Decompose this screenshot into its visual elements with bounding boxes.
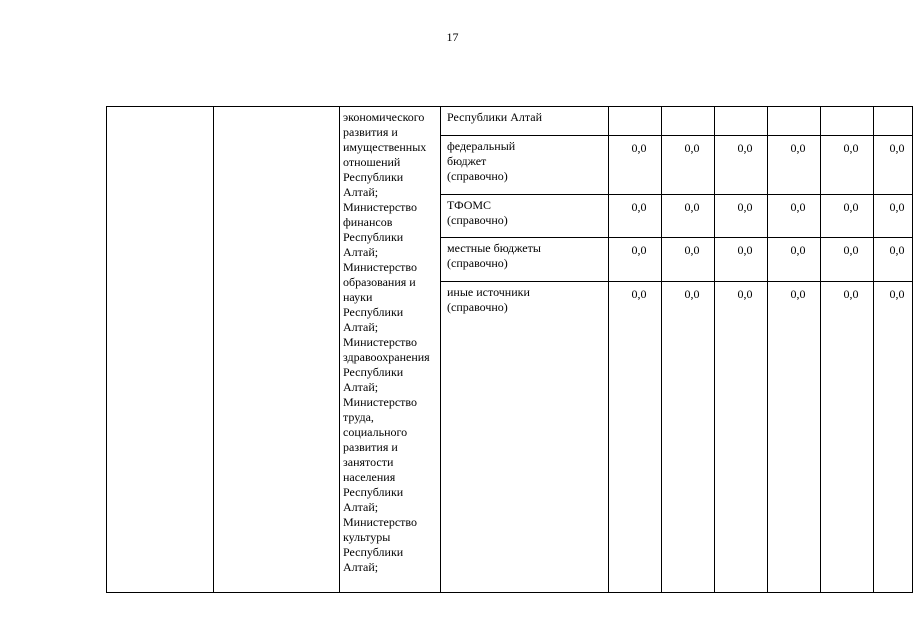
responsible-line: имущественных bbox=[343, 140, 427, 154]
funding-source-line: федеральный bbox=[447, 139, 516, 153]
responsible-line: социального bbox=[343, 425, 408, 439]
responsible-line: развития и bbox=[343, 125, 398, 139]
value-text: 0,0 bbox=[843, 141, 859, 155]
funding-table bbox=[106, 106, 913, 593]
value-text: 0,0 bbox=[631, 141, 647, 155]
responsible-line: финансов bbox=[343, 215, 393, 229]
responsible-line: науки bbox=[343, 290, 373, 304]
value-cell bbox=[874, 238, 913, 282]
value-text: 0,0 bbox=[843, 200, 859, 214]
funding-source-cell bbox=[441, 282, 609, 593]
funding-source-cell bbox=[441, 107, 609, 136]
value-cell bbox=[609, 107, 662, 136]
value-text: 0,0 bbox=[684, 200, 700, 214]
value-text: 0,0 bbox=[843, 243, 859, 257]
responsible-line: Алтай; bbox=[343, 320, 379, 334]
value-text: 0,0 bbox=[889, 243, 905, 257]
value-cell bbox=[715, 238, 768, 282]
funding-source-line: бюджет bbox=[447, 154, 487, 168]
value-text: 0,0 bbox=[737, 141, 753, 155]
value-cell bbox=[609, 238, 662, 282]
table-row bbox=[107, 107, 913, 136]
page-number: 17 bbox=[446, 30, 459, 44]
responsible-line: Республики bbox=[343, 230, 404, 244]
responsible-executors-cell bbox=[340, 107, 441, 593]
value-cell bbox=[609, 282, 662, 593]
responsible-line: культуры bbox=[343, 530, 391, 544]
funding-source-cell bbox=[441, 238, 609, 282]
value-text: 0,0 bbox=[737, 200, 753, 214]
responsible-line: Министерство bbox=[343, 200, 417, 214]
value-cell bbox=[768, 238, 821, 282]
value-cell bbox=[715, 195, 768, 238]
responsible-line: Алтай; bbox=[343, 185, 379, 199]
value-text: 0,0 bbox=[631, 200, 647, 214]
funding-source-line: местные бюджеты bbox=[447, 241, 541, 255]
funding-source-line: (справочно) bbox=[447, 169, 508, 183]
responsible-line: Республики bbox=[343, 170, 404, 184]
funding-source-line: ТФОМС bbox=[447, 198, 492, 212]
value-cell bbox=[821, 107, 874, 136]
value-text: 0,0 bbox=[790, 200, 806, 214]
value-cell bbox=[609, 136, 662, 195]
value-text: 0,0 bbox=[790, 141, 806, 155]
value-text: 0,0 bbox=[684, 141, 700, 155]
responsible-line: развития и bbox=[343, 440, 398, 454]
value-cell bbox=[874, 282, 913, 593]
table-body bbox=[107, 107, 913, 593]
value-text: 0,0 bbox=[737, 243, 753, 257]
value-text: 0,0 bbox=[684, 287, 700, 301]
responsible-line: Министерство bbox=[343, 515, 417, 529]
cell-column-1 bbox=[107, 107, 214, 593]
responsible-line: образования и bbox=[343, 275, 416, 289]
responsible-line: труда, bbox=[343, 410, 374, 424]
table-container bbox=[106, 106, 905, 579]
value-text: 0,0 bbox=[631, 243, 647, 257]
responsible-line: Республики bbox=[343, 365, 404, 379]
funding-source-cell bbox=[441, 195, 609, 238]
value-text: 0,0 bbox=[737, 287, 753, 301]
responsible-line: Республики bbox=[343, 305, 404, 319]
funding-source-line: (справочно) bbox=[447, 256, 508, 270]
value-cell bbox=[874, 107, 913, 136]
value-cell bbox=[768, 195, 821, 238]
funding-source-line: (справочно) bbox=[447, 213, 508, 227]
value-text: 0,0 bbox=[843, 287, 859, 301]
responsible-line: занятости bbox=[343, 455, 394, 469]
value-cell bbox=[768, 282, 821, 593]
value-cell bbox=[874, 195, 913, 238]
responsible-line: Республики bbox=[343, 545, 404, 559]
funding-source-line: иные источники bbox=[447, 285, 530, 299]
responsible-line: Министерство bbox=[343, 335, 417, 349]
funding-source-line: (справочно) bbox=[447, 300, 508, 314]
value-text: 0,0 bbox=[631, 287, 647, 301]
value-cell bbox=[662, 238, 715, 282]
responsible-line: отношений bbox=[343, 155, 401, 169]
value-cell bbox=[768, 136, 821, 195]
responsible-line: здравоохранения bbox=[343, 350, 430, 364]
value-text: 0,0 bbox=[889, 287, 905, 301]
value-text: 0,0 bbox=[684, 243, 700, 257]
value-cell bbox=[821, 282, 874, 593]
responsible-line: экономического bbox=[343, 110, 425, 124]
value-cell bbox=[821, 238, 874, 282]
value-cell bbox=[662, 195, 715, 238]
responsible-line: Алтай; bbox=[343, 380, 379, 394]
value-cell bbox=[662, 107, 715, 136]
responsible-line: Алтай; bbox=[343, 245, 379, 259]
value-cell bbox=[874, 136, 913, 195]
value-cell bbox=[715, 282, 768, 593]
value-cell bbox=[821, 136, 874, 195]
value-cell bbox=[715, 107, 768, 136]
value-cell bbox=[715, 136, 768, 195]
funding-source-cell bbox=[441, 136, 609, 195]
responsible-line: Министерство bbox=[343, 260, 417, 274]
value-text: 0,0 bbox=[889, 141, 905, 155]
value-cell bbox=[768, 107, 821, 136]
responsible-line: Алтай; bbox=[343, 500, 379, 514]
value-text: 0,0 bbox=[889, 200, 905, 214]
responsible-line: населения bbox=[343, 470, 396, 484]
cell-column-2 bbox=[214, 107, 340, 593]
funding-source-line: Республики Алтай bbox=[447, 110, 542, 124]
responsible-line: Республики bbox=[343, 485, 404, 499]
value-text: 0,0 bbox=[790, 243, 806, 257]
value-cell bbox=[662, 282, 715, 593]
value-cell bbox=[662, 136, 715, 195]
responsible-line: Министерство bbox=[343, 395, 417, 409]
value-cell bbox=[821, 195, 874, 238]
value-text: 0,0 bbox=[790, 287, 806, 301]
value-cell bbox=[609, 195, 662, 238]
responsible-line: Алтай; bbox=[343, 560, 379, 574]
